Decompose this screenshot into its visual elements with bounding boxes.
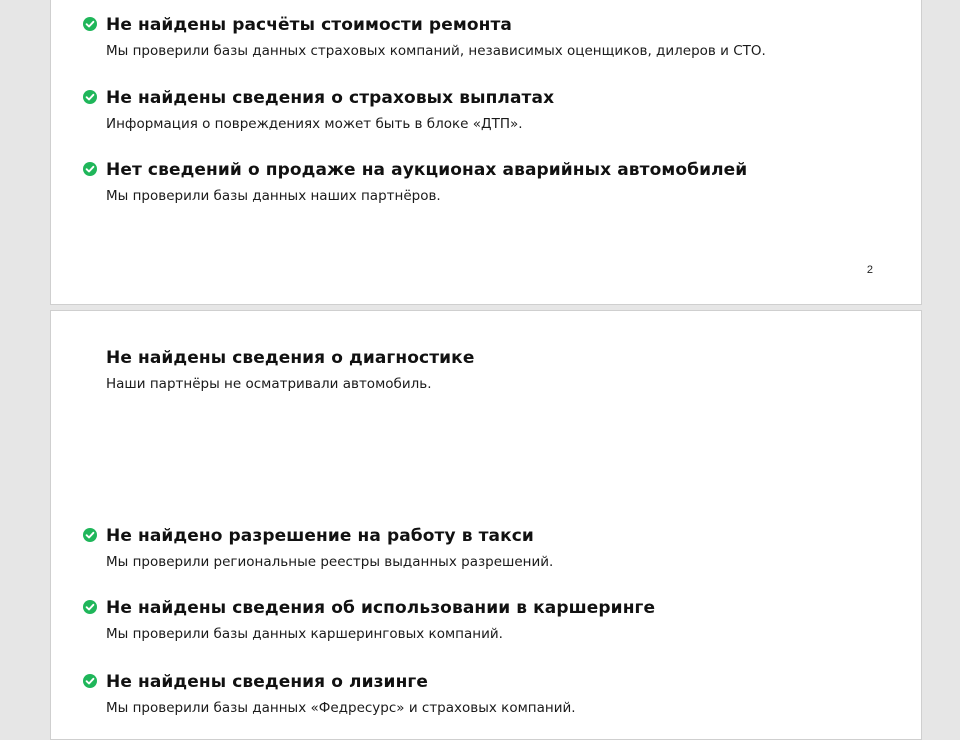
check-icon xyxy=(83,600,97,614)
report-item-leasing xyxy=(106,671,901,717)
check-icon xyxy=(83,528,97,542)
item-description: Мы проверили базы данных каршеринговых компаний. xyxy=(106,626,503,642)
report-page-3 xyxy=(50,310,922,740)
report-item-diagnostics xyxy=(106,347,901,393)
item-title: Нет сведений о продаже на аукционах аварийных автомобилей xyxy=(106,160,748,180)
item-title: Не найдены сведения о страховых выплатах xyxy=(106,88,555,108)
item-title: Не найдены сведения о диагностике xyxy=(106,348,475,368)
item-description: Мы проверили региональные реестры выданных разрешений. xyxy=(106,554,554,570)
item-description: Наши партнёры не осматривали автомобиль. xyxy=(106,376,432,392)
item-description: Информация о повреждениях может быть в блоке «ДТП». xyxy=(106,116,523,132)
item-description: Мы проверили базы данных «Федресурс» и страховых компаний. xyxy=(106,700,576,716)
item-title: Не найдены расчёты стоимости ремонта xyxy=(106,15,512,35)
check-icon xyxy=(83,90,97,104)
report-item-carsharing xyxy=(106,597,901,643)
page-number: 2 xyxy=(866,264,873,276)
report-page-2 xyxy=(50,0,922,305)
item-title: Не найдено разрешение на работу в такси xyxy=(106,526,534,546)
item-title: Не найдены сведения о лизинге xyxy=(106,672,429,692)
check-icon xyxy=(83,674,97,688)
item-title: Не найдены сведения об использовании в каршеринге xyxy=(106,598,656,618)
item-description: Мы проверили базы данных страховых компаний, независимых оценщиков, дилеров и СТО. xyxy=(106,43,766,59)
item-description: Мы проверили базы данных наших партнёров. xyxy=(106,188,441,204)
check-icon xyxy=(83,162,97,176)
report-item-insurance-payments xyxy=(106,87,901,133)
report-item-salvage-auctions xyxy=(106,159,901,205)
check-icon xyxy=(83,17,97,31)
report-item-repair-estimates xyxy=(106,14,901,60)
report-item-taxi-permit xyxy=(106,525,901,571)
